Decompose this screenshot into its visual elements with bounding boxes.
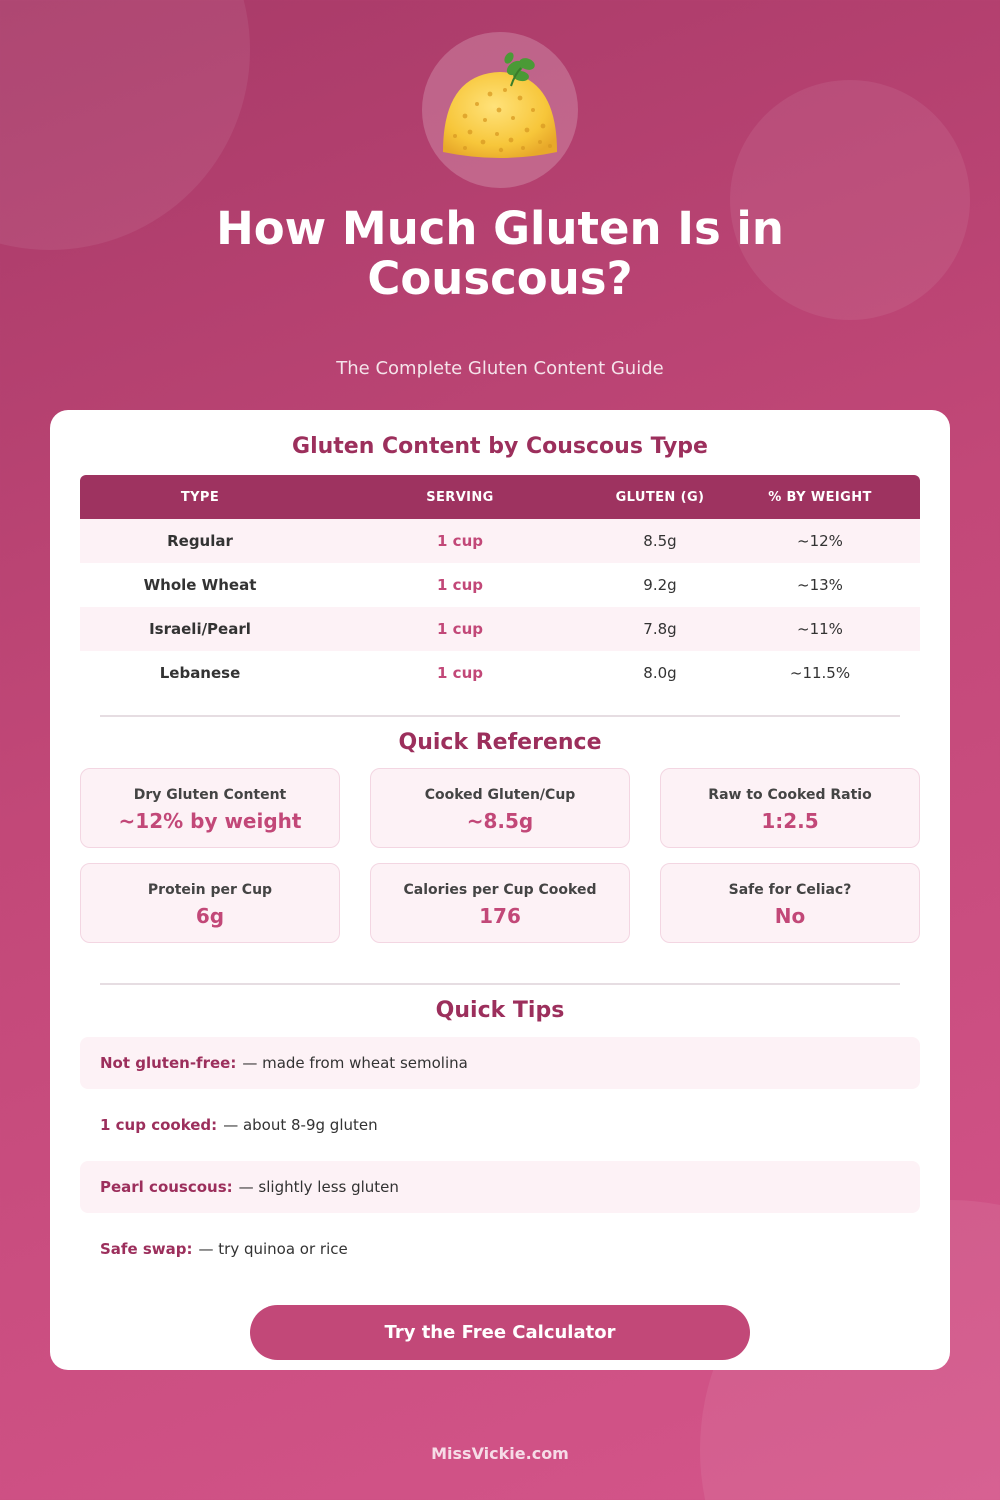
hero-icon-circle — [422, 32, 578, 188]
list-item — [80, 1037, 920, 1089]
tip-key: Pearl couscous: — [100, 1178, 233, 1196]
column-header-serving: SERVING — [426, 489, 494, 505]
section-divider — [100, 983, 900, 985]
column-header-gluten: GLUTEN (G) — [615, 489, 705, 505]
column-header-percent: % BY WEIGHT — [768, 489, 872, 505]
cell-gluten: 7.8g — [643, 620, 677, 638]
reference-value: 6g — [195, 904, 225, 928]
table-row — [80, 563, 920, 607]
tip-text: — slightly less gluten — [238, 1178, 399, 1196]
cell-gluten: 8.0g — [643, 664, 677, 682]
tips-list — [80, 1037, 920, 1285]
cell-type: Whole Wheat — [143, 576, 257, 594]
reference-label: Dry Gluten Content — [133, 787, 287, 803]
reference-card-protein — [80, 863, 340, 943]
list-item — [80, 1223, 920, 1275]
calculator-button[interactable]: Try the Free Calculator — [250, 1305, 750, 1360]
cell-gluten: 8.5g — [643, 532, 677, 550]
cell-percent: ~11% — [797, 620, 843, 638]
reference-value: 1:2.5 — [761, 809, 819, 833]
list-item — [80, 1099, 920, 1151]
content-card — [50, 410, 950, 1370]
list-item — [80, 1161, 920, 1213]
reference-card-celiac — [660, 863, 920, 943]
tip-text: — made from wheat semolina — [242, 1054, 468, 1072]
page-subtitle: The Complete Gluten Content Guide — [336, 358, 664, 379]
cell-type: Regular — [167, 532, 233, 550]
quick-reference-title: Quick Reference — [398, 730, 602, 755]
reference-label: Safe for Celiac? — [728, 882, 852, 898]
tip-key: Safe swap: — [100, 1240, 193, 1258]
table-row — [80, 651, 920, 695]
table-section-title: Gluten Content by Couscous Type — [292, 434, 708, 459]
cell-percent: ~11.5% — [789, 664, 851, 682]
cell-serving: 1 cup — [437, 664, 483, 682]
cell-serving: 1 cup — [437, 620, 483, 638]
reference-label: Calories per Cup Cooked — [403, 882, 597, 898]
cell-type: Israeli/Pearl — [149, 620, 251, 638]
cell-percent: ~13% — [797, 576, 843, 594]
reference-value: No — [774, 904, 806, 928]
quick-tips-title: Quick Tips — [435, 998, 565, 1023]
reference-label: Cooked Gluten/Cup — [424, 787, 576, 803]
column-header-type: TYPE — [180, 489, 220, 505]
reference-card-calories — [370, 863, 630, 943]
reference-value: 176 — [479, 904, 521, 928]
cell-percent: ~12% — [797, 532, 843, 550]
reference-value: ~12% by weight — [118, 809, 302, 833]
reference-label: Raw to Cooked Ratio — [708, 787, 872, 803]
reference-value: ~8.5g — [466, 809, 534, 833]
table-row — [80, 607, 920, 651]
page-title: How Much Gluten Is in Couscous? — [216, 202, 784, 305]
quick-reference-grid — [80, 768, 920, 943]
table-header-row — [80, 475, 920, 519]
reference-card-ratio — [660, 768, 920, 848]
gluten-table — [80, 475, 920, 695]
table-row — [80, 519, 920, 563]
cell-gluten: 9.2g — [643, 576, 677, 594]
couscous-icon — [435, 46, 565, 176]
section-divider — [100, 715, 900, 717]
reference-label: Protein per Cup — [147, 882, 273, 898]
reference-card-dry-gluten — [80, 768, 340, 848]
cell-type: Lebanese — [159, 664, 241, 682]
tip-text: — about 8-9g gluten — [223, 1116, 378, 1134]
tip-text: — try quinoa or rice — [198, 1240, 348, 1258]
cell-serving: 1 cup — [437, 532, 483, 550]
footer-brand[interactable]: MissVickie.com — [431, 1444, 569, 1463]
cell-serving: 1 cup — [437, 576, 483, 594]
tip-key: Not gluten-free: — [100, 1054, 237, 1072]
reference-card-cooked-gluten — [370, 768, 630, 848]
tip-key: 1 cup cooked: — [100, 1116, 218, 1134]
